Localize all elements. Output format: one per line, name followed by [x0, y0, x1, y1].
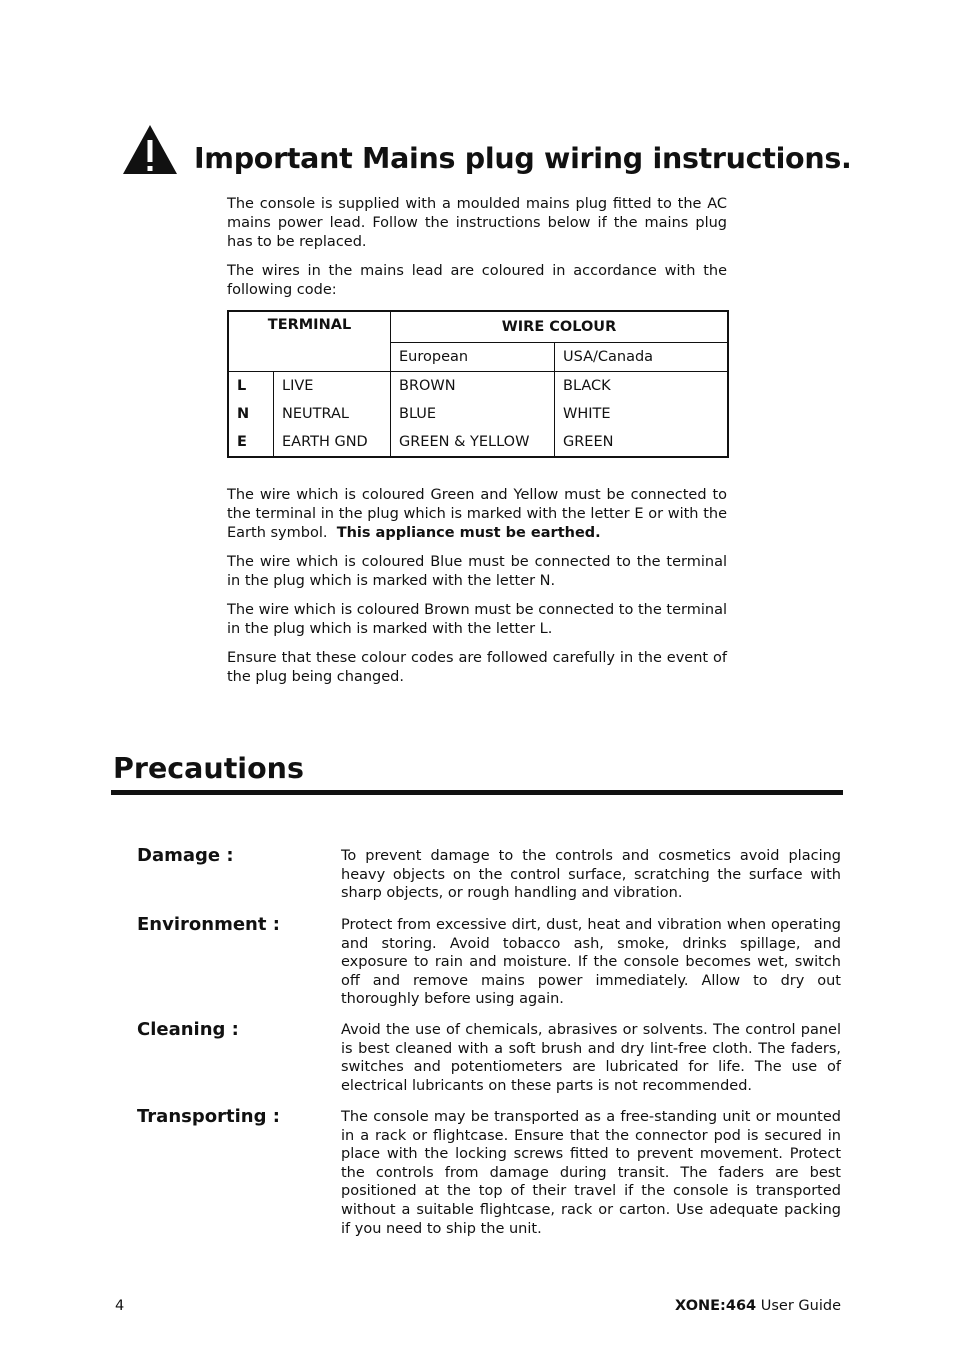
- note-green-yellow: The wire which is coloured Green and Yellow must be connected to the terminal in the plug which is marked with the letter E or with the Earth symbol. This appliance must be earthed.: [227, 487, 727, 541]
- european-colour: BLUE: [391, 400, 555, 428]
- terminal-name: EARTH GND: [274, 428, 391, 457]
- note-ensure: Ensure that these colour codes are followed carefully in the event of the plug being changed.: [227, 650, 727, 685]
- precaution-label-cleaning: Cleaning :: [137, 1019, 239, 1040]
- product-name: XONE:464: [675, 1298, 757, 1314]
- terminal-name: NEUTRAL: [274, 400, 391, 428]
- precaution-text-cleaning: Avoid the use of chemicals, abrasives or solvents. The control panel is best cleaned with a soft brush and dry lint-free cloth. The faders, switches and potentiometers are lubricated for life. The use of electrical lubricants on these parts is not recommended.: [341, 1022, 841, 1094]
- earthed-warning: This appliance must be earthed.: [336, 525, 601, 541]
- section-divider: [111, 790, 843, 795]
- wiring-table: [227, 310, 729, 458]
- page-heading: Important Mains plug wiring instructions.: [194, 142, 852, 175]
- guide-label: User Guide: [756, 1298, 841, 1314]
- table-row: [228, 428, 728, 457]
- note-brown: The wire which is coloured Brown must be connected to the terminal in the plug which is marked with the letter L.: [227, 602, 727, 637]
- precaution-text-damage: To prevent damage to the controls and cosmetics avoid placing heavy objects on the control surface, scratching the surface with sharp objects, or rough handling and vibration.: [341, 848, 841, 902]
- intro-paragraph: The console is supplied with a moulded mains plug fitted to the AC mains power lead. Follow the instructions below if the mains plug has to be replaced.: [227, 196, 727, 250]
- terminal-name: LIVE: [274, 372, 391, 401]
- precaution-label-environment: Environment :: [137, 914, 280, 935]
- table-subheader-usa: USA/Canada: [555, 343, 729, 372]
- terminal-code: L: [228, 372, 274, 401]
- table-row: [228, 372, 728, 401]
- table-subheader-european: European: [391, 343, 555, 372]
- precaution-label-transporting: Transporting :: [137, 1106, 280, 1127]
- footer-guide-title: [675, 1298, 841, 1314]
- table-header-terminal: TERMINAL: [267, 317, 352, 333]
- usa-colour: WHITE: [555, 400, 729, 428]
- precaution-label-damage: Damage :: [137, 845, 234, 866]
- terminal-code: E: [237, 434, 247, 450]
- terminal-code: N: [237, 406, 250, 422]
- usa-colour: BLACK: [555, 372, 729, 401]
- note-blue: The wire which is coloured Blue must be connected to the terminal in the plug which is marked with the letter N.: [227, 554, 727, 589]
- table-row: [228, 400, 728, 428]
- precaution-text-transporting: The console may be transported as a free-standing unit or mounted in a rack or flightcase. Ensure that the connector pod is secured in place with the locking screws fitted to prevent movement. Protect the controls from damage during transit. The faders are best positioned at the top of their travel if the console is transported without a suitable flightcase, rack or carton. Use adequate packing if you need to ship the unit.: [341, 1109, 841, 1237]
- intro-paragraph: The wires in the mains lead are coloured in accordance with the following code:: [227, 263, 727, 298]
- european-colour: GREEN & YELLOW: [391, 428, 555, 457]
- usa-colour: GREEN: [555, 428, 729, 457]
- page-number: 4: [115, 1298, 125, 1314]
- table-header-wire-colour: WIRE COLOUR: [391, 311, 729, 343]
- precaution-text-environment: Protect from excessive dirt, dust, heat and vibration when operating and storing. Avoid tobacco ash, smoke, drinks spillage, and exposure to rain and moisture. If the console becomes wet, switch off and remove mains power immediately. Allow to dry out thoroughly before using again.: [341, 917, 841, 1008]
- precautions-title: Precautions: [113, 752, 304, 785]
- european-colour: BROWN: [391, 372, 555, 401]
- warning-icon: [122, 124, 178, 176]
